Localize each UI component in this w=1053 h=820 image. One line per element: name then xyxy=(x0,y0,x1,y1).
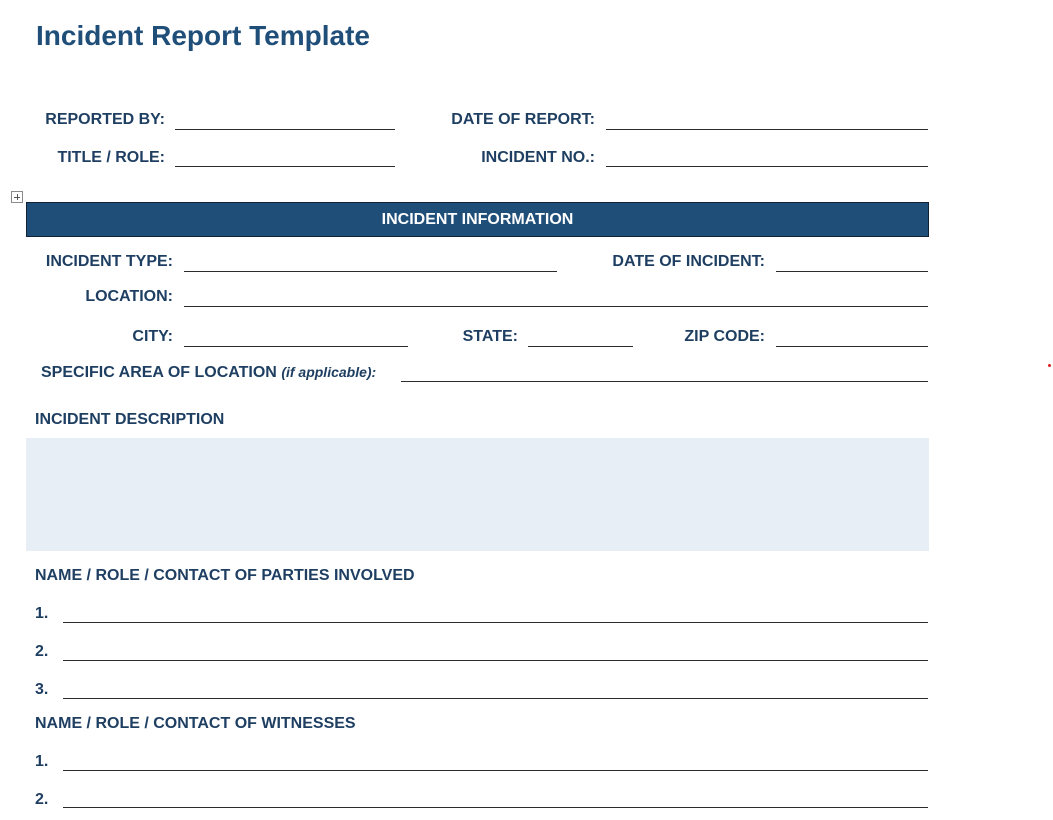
witness-field-1[interactable] xyxy=(63,770,928,771)
witness-number-2: 2. xyxy=(35,791,49,808)
incident-information-header xyxy=(26,202,929,237)
specific-area-text: SPECIFIC AREA OF LOCATION xyxy=(41,364,277,381)
specific-area-label xyxy=(41,362,376,383)
incident-type-label: INCIDENT TYPE: xyxy=(45,253,173,270)
incident-information-heading: INCIDENT INFORMATION xyxy=(381,211,574,228)
party-number-1: 1. xyxy=(35,605,49,622)
date-of-incident-field[interactable] xyxy=(776,271,928,272)
witness-field-2[interactable] xyxy=(63,807,928,808)
date-of-report-field[interactable] xyxy=(606,129,928,130)
city-field[interactable] xyxy=(184,346,408,347)
incident-no-field[interactable] xyxy=(606,166,928,167)
title-role-label: TITLE / ROLE: xyxy=(57,149,165,166)
date-of-incident-label: DATE OF INCIDENT: xyxy=(612,253,765,270)
specific-area-field[interactable] xyxy=(401,381,928,382)
city-label: CITY: xyxy=(132,328,173,345)
incident-description-heading: INCIDENT DESCRIPTION xyxy=(35,411,225,428)
zip-code-field[interactable] xyxy=(776,346,928,347)
state-field[interactable] xyxy=(528,346,633,347)
state-label: STATE: xyxy=(462,328,518,345)
red-dot-mark xyxy=(1048,364,1051,367)
reported-by-label: REPORTED BY: xyxy=(45,111,165,128)
party-number-3: 3. xyxy=(35,681,49,698)
reported-by-field[interactable] xyxy=(175,129,395,130)
incident-type-field[interactable] xyxy=(184,271,557,272)
witness-number-1: 1. xyxy=(35,753,49,770)
zip-code-label: ZIP CODE: xyxy=(684,328,765,345)
specific-area-note: (if applicable): xyxy=(281,364,377,380)
location-label: LOCATION: xyxy=(85,288,173,305)
party-field-1[interactable] xyxy=(63,622,928,623)
page-title: Incident Report Template xyxy=(36,20,370,51)
party-field-2[interactable] xyxy=(63,660,928,661)
location-field[interactable] xyxy=(184,306,928,307)
party-number-2: 2. xyxy=(35,643,49,660)
parties-involved-heading: NAME / ROLE / CONTACT OF PARTIES INVOLVED xyxy=(35,567,415,584)
party-field-3[interactable] xyxy=(63,698,928,699)
witnesses-heading: NAME / ROLE / CONTACT OF WITNESSES xyxy=(35,715,356,732)
date-of-report-label: DATE OF REPORT: xyxy=(451,111,595,128)
incident-description-box[interactable] xyxy=(26,438,929,551)
title-role-field[interactable] xyxy=(175,166,395,167)
incident-no-label: INCIDENT NO.: xyxy=(481,149,595,166)
move-handle-icon[interactable] xyxy=(11,191,23,203)
